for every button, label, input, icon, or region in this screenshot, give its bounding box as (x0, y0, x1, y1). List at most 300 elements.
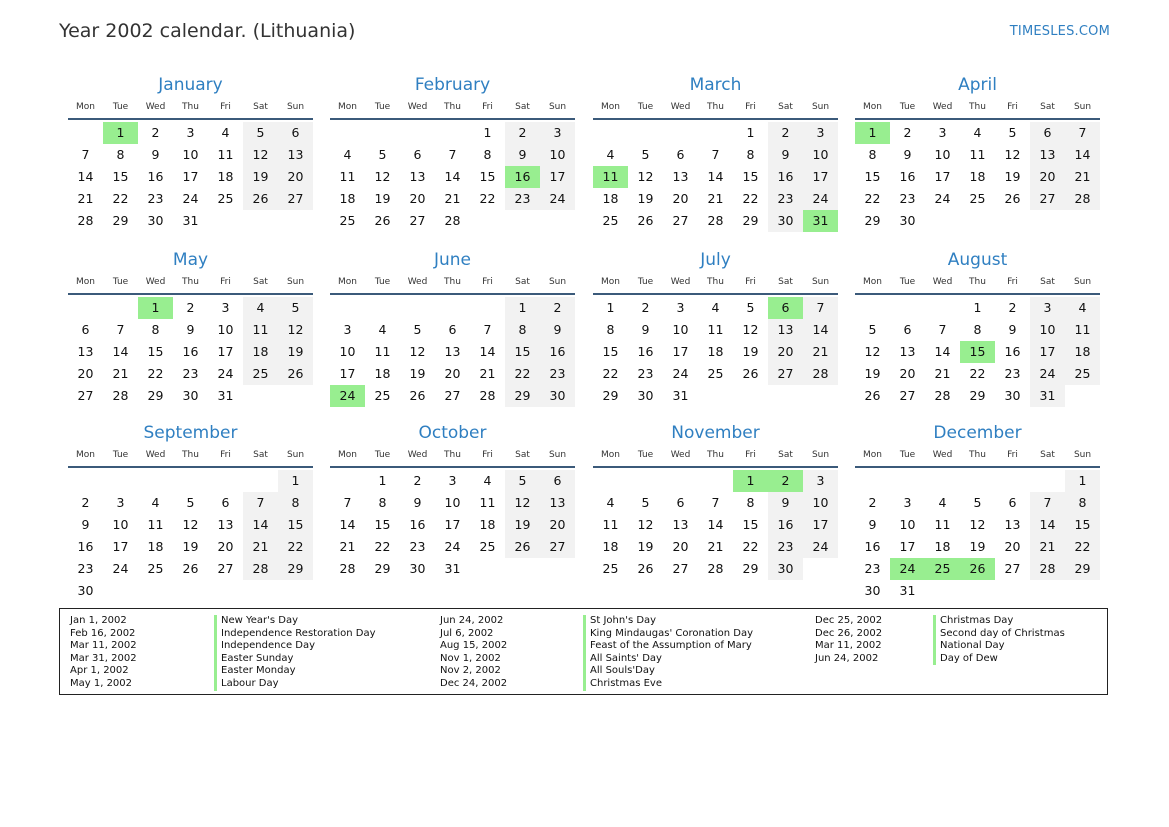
day-cell: 27 (1030, 188, 1065, 210)
day-cell: 3 (186, 125, 195, 140)
day-cell: 13 (409, 169, 426, 184)
holiday-day-cell: 1 (733, 470, 768, 492)
day-cell: 15 (1065, 514, 1100, 536)
holiday-legend (59, 608, 1108, 695)
header-rule (330, 118, 575, 120)
day-cell: 10 (182, 147, 199, 162)
day-cell: 23 (768, 536, 803, 558)
day-cell: 17 (339, 366, 356, 381)
day-cell: 18 (707, 344, 724, 359)
weekday-label: Fri (745, 450, 756, 460)
day-cell: 9 (903, 147, 912, 162)
empty-cell (698, 122, 733, 144)
header-rule (330, 466, 575, 468)
day-cell: 1 (606, 300, 615, 315)
weekday-label: Sat (253, 102, 268, 112)
day-cell: 5 (868, 322, 877, 337)
day-cell: 3 (938, 125, 947, 140)
day-cell: 14 (934, 344, 951, 359)
day-cell: 28 (707, 561, 724, 576)
day-cell: 16 (77, 539, 94, 554)
legend-date: Dec 24, 2002 (440, 677, 508, 689)
empty-cell (855, 297, 890, 319)
month-november (593, 422, 838, 580)
day-cell: 24 (803, 188, 838, 210)
legend-name-column (933, 615, 1065, 665)
day-cell: 20 (409, 191, 426, 206)
day-cell: 13 (540, 492, 575, 514)
day-cell: 25 (243, 363, 278, 385)
weekday-label: Tue (112, 450, 129, 460)
legend-holiday-name: Labour Day (214, 678, 376, 691)
day-cell: 31 (672, 388, 689, 403)
day-cell: 17 (444, 517, 461, 532)
empty-cell (593, 470, 628, 492)
day-cell: 5 (278, 297, 313, 319)
day-cell: 21 (243, 536, 278, 558)
day-cell: 16 (637, 344, 654, 359)
day-cell: 12 (1004, 147, 1021, 162)
weekday-header (68, 446, 313, 464)
day-cell: 23 (505, 188, 540, 210)
weekday-label: Mon (338, 277, 357, 287)
legend-holiday-name: Day of Dew (933, 653, 1065, 666)
day-cell: 9 (413, 495, 422, 510)
day-cell: 27 (1004, 561, 1021, 576)
weekday-label: Tue (112, 277, 129, 287)
day-grid (855, 122, 1100, 232)
weekday-label: Thu (444, 102, 461, 112)
day-cell: 3 (1030, 297, 1065, 319)
day-cell: 12 (278, 319, 313, 341)
month-name: June (433, 250, 472, 270)
day-cell: 16 (147, 169, 164, 184)
day-cell: 26 (1004, 191, 1021, 206)
day-cell: 19 (182, 539, 199, 554)
legend-date-column (440, 615, 507, 691)
day-cell: 24 (803, 536, 838, 558)
weekday-label: Thu (444, 277, 461, 287)
weekday-label: Thu (707, 102, 724, 112)
day-cell: 18 (969, 169, 986, 184)
weekday-label: Sat (1040, 450, 1055, 460)
day-cell: 21 (479, 366, 496, 381)
day-cell: 3 (803, 470, 838, 492)
weekday-label: Wed (670, 450, 691, 460)
day-cell: 16 (1004, 344, 1021, 359)
day-cell: 22 (742, 539, 759, 554)
legend-holiday-name: Second day of Christmas (933, 628, 1065, 641)
weekday-label: Mon (601, 277, 620, 287)
day-cell: 11 (339, 169, 356, 184)
day-cell: 23 (77, 561, 94, 576)
day-cell: 20 (899, 366, 916, 381)
day-cell: 5 (641, 495, 650, 510)
weekday-header (855, 273, 1100, 291)
day-cell: 3 (221, 300, 230, 315)
legend-holiday-name: Christmas Day (933, 615, 1065, 628)
day-cell: 29 (505, 385, 540, 407)
holiday-day-cell: 6 (768, 297, 803, 319)
day-cell: 17 (934, 169, 951, 184)
legend-date: Mar 11, 2002 (70, 640, 137, 652)
day-cell: 29 (278, 558, 313, 580)
day-cell: 11 (707, 322, 724, 337)
weekday-label: Wed (932, 102, 953, 112)
day-cell: 4 (606, 495, 615, 510)
weekday-label: Wed (407, 450, 428, 460)
weekday-label: Mon (863, 277, 882, 287)
empty-cell (435, 122, 470, 144)
weekday-label: Tue (374, 102, 391, 112)
legend-holiday-name: Easter Monday (214, 665, 376, 678)
day-cell: 23 (768, 188, 803, 210)
weekday-label: Sun (548, 450, 567, 460)
day-cell: 16 (768, 166, 803, 188)
day-cell: 20 (444, 366, 461, 381)
day-cell: 29 (602, 388, 619, 403)
day-cell: 13 (1030, 144, 1065, 166)
day-cell: 6 (413, 147, 422, 162)
weekday-label: Sun (286, 450, 305, 460)
empty-cell (470, 297, 505, 319)
day-cell: 18 (339, 191, 356, 206)
empty-cell (138, 470, 173, 492)
day-cell: 27 (444, 388, 461, 403)
day-cell: 14 (444, 169, 461, 184)
weekday-label: Sat (778, 450, 793, 460)
empty-cell (68, 297, 103, 319)
day-cell: 26 (637, 213, 654, 228)
weekday-label: Sun (286, 102, 305, 112)
weekday-label: Thu (182, 277, 199, 287)
empty-cell (400, 122, 435, 144)
day-cell: 26 (182, 561, 199, 576)
weekday-header (855, 98, 1100, 116)
empty-cell (1030, 470, 1065, 492)
day-cell: 7 (803, 297, 838, 319)
empty-cell (890, 470, 925, 492)
day-cell: 27 (768, 363, 803, 385)
day-cell: 1 (746, 125, 755, 140)
weekday-label: Fri (1007, 102, 1018, 112)
weekday-header (330, 446, 575, 464)
day-cell: 19 (637, 191, 654, 206)
day-cell: 17 (899, 539, 916, 554)
day-cell: 19 (742, 344, 759, 359)
day-cell: 18 (1065, 341, 1100, 363)
day-cell: 22 (147, 366, 164, 381)
legend-holiday-name: St John's Day (583, 615, 753, 628)
day-cell: 22 (969, 366, 986, 381)
day-cell: 25 (707, 366, 724, 381)
day-cell: 19 (969, 539, 986, 554)
day-grid (68, 470, 313, 602)
header-rule (330, 293, 575, 295)
month-march (593, 74, 838, 232)
day-cell: 27 (278, 188, 313, 210)
day-cell: 14 (1065, 144, 1100, 166)
weekday-label: Thu (444, 450, 461, 460)
day-cell: 23 (182, 366, 199, 381)
day-cell: 2 (641, 300, 650, 315)
day-cell: 31 (444, 561, 461, 576)
day-cell: 22 (742, 191, 759, 206)
month-february (330, 74, 575, 232)
day-cell: 30 (409, 561, 426, 576)
holiday-day-cell: 1 (103, 122, 138, 144)
legend-name-column (583, 615, 753, 691)
legend-date: Jan 1, 2002 (70, 615, 127, 626)
legend-holiday-name: New Year's Day (214, 615, 376, 628)
day-cell: 17 (672, 344, 689, 359)
month-name: May (172, 250, 209, 270)
day-cell: 3 (343, 322, 352, 337)
empty-cell (330, 297, 365, 319)
weekday-label: Fri (1007, 277, 1018, 287)
day-cell: 10 (540, 144, 575, 166)
weekday-label: Sat (253, 450, 268, 460)
legend-date: Feb 16, 2002 (70, 627, 136, 639)
day-cell: 21 (707, 191, 724, 206)
day-cell: 18 (147, 539, 164, 554)
day-cell: 8 (505, 319, 540, 341)
day-cell: 6 (1030, 122, 1065, 144)
legend-holiday-name: King Mindaugas' Coronation Day (583, 628, 753, 641)
day-cell: 22 (505, 363, 540, 385)
header-rule (855, 118, 1100, 120)
day-cell: 26 (864, 388, 881, 403)
day-cell: 7 (711, 495, 720, 510)
empty-cell (663, 122, 698, 144)
day-cell: 17 (803, 514, 838, 536)
day-cell: 10 (112, 517, 129, 532)
legend-holiday-name: All Souls'Day (583, 665, 753, 678)
month-name: July (700, 250, 731, 270)
day-grid (330, 297, 575, 407)
month-name: February (414, 75, 491, 95)
header-rule (593, 466, 838, 468)
day-cell: 2 (81, 495, 90, 510)
day-grid (855, 297, 1100, 407)
day-cell: 14 (803, 319, 838, 341)
weekday-label: Tue (637, 450, 654, 460)
day-cell: 5 (413, 322, 422, 337)
weekday-label: Sat (515, 277, 530, 287)
day-cell: 4 (343, 147, 352, 162)
day-cell: 30 (77, 583, 94, 598)
day-cell: 7 (1065, 122, 1100, 144)
day-cell: 10 (803, 144, 838, 166)
header-rule (593, 118, 838, 120)
weekday-label: Fri (745, 102, 756, 112)
weekday-label: Sat (1040, 102, 1055, 112)
month-name: August (947, 250, 1008, 270)
month-name: September (143, 423, 238, 443)
day-cell: 14 (707, 517, 724, 532)
day-cell: 15 (147, 344, 164, 359)
day-cell: 22 (112, 191, 129, 206)
day-cell: 28 (934, 388, 951, 403)
day-cell: 24 (540, 188, 575, 210)
day-cell: 9 (868, 517, 877, 532)
weekday-label: Tue (374, 450, 391, 460)
legend-holiday-name: Independence Restoration Day (214, 628, 376, 641)
legend-date: Jul 6, 2002 (440, 627, 494, 639)
day-cell: 14 (707, 169, 724, 184)
day-cell: 8 (151, 322, 160, 337)
day-cell: 7 (711, 147, 720, 162)
day-cell: 6 (903, 322, 912, 337)
day-cell: 28 (1065, 188, 1100, 210)
weekday-label: Mon (76, 277, 95, 287)
month-name: March (689, 75, 742, 95)
month-name: January (158, 75, 223, 95)
day-cell: 8 (116, 147, 125, 162)
day-cell: 8 (746, 495, 755, 510)
day-cell: 9 (768, 492, 803, 514)
weekday-header (330, 273, 575, 291)
day-cell: 11 (374, 344, 391, 359)
day-cell: 23 (637, 366, 654, 381)
day-cell: 27 (540, 536, 575, 558)
weekday-label: Thu (969, 277, 986, 287)
day-cell: 25 (374, 388, 391, 403)
legend-date: Apr 1, 2002 (70, 665, 129, 677)
site-link[interactable]: TIMESLES.COM (1009, 24, 1110, 39)
legend-date-column (815, 615, 882, 665)
day-cell: 20 (672, 539, 689, 554)
header-rule (68, 118, 313, 120)
day-cell: 31 (217, 388, 234, 403)
day-cell: 12 (864, 344, 881, 359)
day-cell: 30 (768, 558, 803, 580)
day-cell: 5 (243, 122, 278, 144)
day-cell: 17 (540, 166, 575, 188)
day-cell: 29 (864, 213, 881, 228)
day-cell: 29 (969, 388, 986, 403)
day-cell: 15 (742, 169, 759, 184)
weekday-label: Thu (182, 102, 199, 112)
day-cell: 28 (243, 558, 278, 580)
day-cell: 29 (742, 213, 759, 228)
day-cell: 16 (768, 514, 803, 536)
weekday-label: Sun (548, 102, 567, 112)
day-cell: 16 (864, 539, 881, 554)
day-cell: 28 (803, 363, 838, 385)
weekday-label: Fri (220, 450, 231, 460)
empty-cell (925, 297, 960, 319)
weekday-label: Wed (932, 277, 953, 287)
empty-cell (698, 470, 733, 492)
day-grid (68, 122, 313, 232)
day-cell: 2 (903, 125, 912, 140)
day-cell: 30 (1004, 388, 1021, 403)
day-cell: 2 (505, 122, 540, 144)
weekday-label: Wed (932, 450, 953, 460)
weekday-header (593, 98, 838, 116)
legend-date: Nov 1, 2002 (440, 652, 501, 664)
day-cell: 25 (479, 539, 496, 554)
month-name: October (418, 423, 487, 443)
day-cell: 7 (938, 322, 947, 337)
day-cell: 19 (505, 514, 540, 536)
day-cell: 12 (409, 344, 426, 359)
day-cell: 8 (278, 492, 313, 514)
day-cell: 21 (339, 539, 356, 554)
day-cell: 5 (1008, 125, 1017, 140)
day-cell: 23 (864, 561, 881, 576)
empty-cell (855, 470, 890, 492)
weekday-label: Sat (515, 102, 530, 112)
day-cell: 21 (112, 366, 129, 381)
day-cell: 30 (899, 213, 916, 228)
day-cell: 21 (707, 539, 724, 554)
day-cell: 11 (147, 517, 164, 532)
weekday-label: Sat (515, 450, 530, 460)
day-cell: 5 (378, 147, 387, 162)
day-cell: 16 (540, 341, 575, 363)
weekday-label: Mon (76, 450, 95, 460)
weekday-label: Wed (407, 102, 428, 112)
day-cell: 6 (448, 322, 457, 337)
day-cell: 2 (186, 300, 195, 315)
holiday-day-cell: 25 (925, 558, 960, 580)
day-cell: 13 (899, 344, 916, 359)
day-cell: 22 (602, 366, 619, 381)
day-cell: 31 (1030, 385, 1065, 407)
day-cell: 16 (899, 169, 916, 184)
month-june (330, 249, 575, 407)
day-cell: 10 (899, 517, 916, 532)
weekday-label: Wed (670, 277, 691, 287)
day-cell: 13 (444, 344, 461, 359)
weekday-header (330, 98, 575, 116)
weekday-header (68, 273, 313, 291)
day-cell: 18 (602, 539, 619, 554)
day-cell: 14 (112, 344, 129, 359)
weekday-label: Fri (482, 102, 493, 112)
day-cell: 18 (479, 517, 496, 532)
empty-cell (925, 470, 960, 492)
day-cell: 25 (339, 213, 356, 228)
day-cell: 28 (339, 561, 356, 576)
day-cell: 26 (637, 561, 654, 576)
day-cell: 6 (676, 495, 685, 510)
day-cell: 25 (969, 191, 986, 206)
weekday-label: Sun (811, 450, 830, 460)
day-cell: 12 (637, 517, 654, 532)
day-cell: 19 (1004, 169, 1021, 184)
day-cell: 24 (444, 539, 461, 554)
day-cell: 9 (1008, 322, 1017, 337)
day-cell: 15 (479, 169, 496, 184)
weekday-label: Thu (707, 277, 724, 287)
day-cell: 26 (505, 536, 540, 558)
day-cell: 18 (602, 191, 619, 206)
day-cell: 28 (479, 388, 496, 403)
weekday-label: Fri (220, 277, 231, 287)
day-cell: 11 (969, 147, 986, 162)
day-cell: 4 (711, 300, 720, 315)
day-cell: 12 (243, 144, 278, 166)
weekday-label: Thu (969, 450, 986, 460)
day-cell: 13 (1004, 517, 1021, 532)
day-cell: 11 (1065, 319, 1100, 341)
day-cell: 18 (243, 341, 278, 363)
day-cell: 26 (742, 366, 759, 381)
day-grid (330, 122, 575, 232)
